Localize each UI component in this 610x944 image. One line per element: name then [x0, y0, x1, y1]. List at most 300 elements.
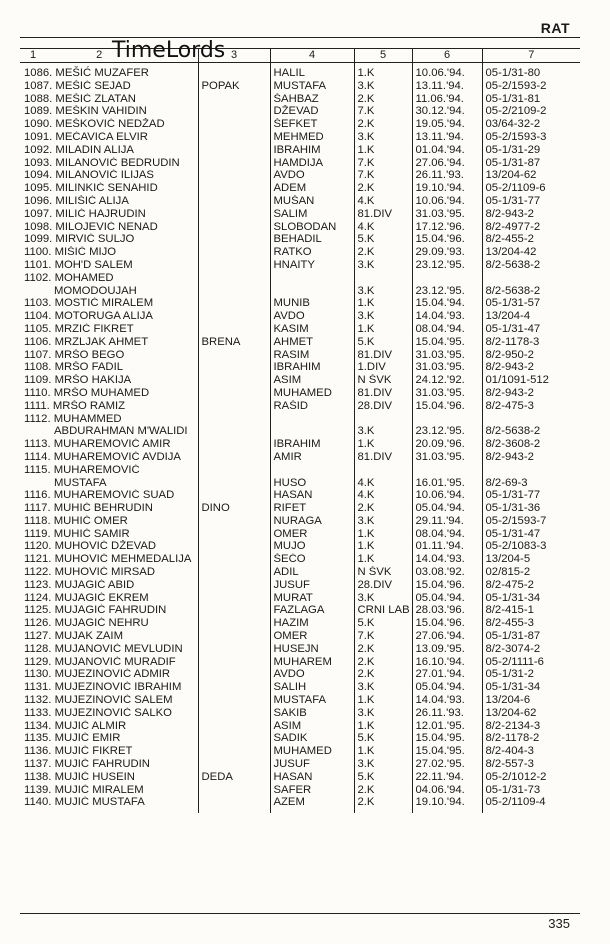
- nickname-cell: [198, 63, 270, 80]
- unit-cell: 1.K: [354, 297, 412, 310]
- unit-cell: 5.K: [354, 617, 412, 630]
- entry-name-cell: 1132. MUJEZINOVIĆ SALEM: [24, 694, 173, 707]
- table-row: [20, 451, 580, 464]
- entry-name-cell: MUSTAFA: [54, 476, 107, 489]
- reference-cell: 13/204-62: [482, 169, 580, 182]
- unit-cell: 2.K: [354, 93, 412, 106]
- unit-cell: 7.K: [354, 169, 412, 182]
- father-name-cell: AVDO: [270, 169, 354, 182]
- table-row: [20, 105, 580, 118]
- reference-cell: 8/2-943-2: [482, 208, 580, 221]
- table-row: [20, 259, 580, 272]
- date-cell: 26.11.'93.: [412, 169, 482, 182]
- father-name-cell: IBRAHIM: [270, 144, 354, 157]
- reference-cell: 8/2-943-2: [482, 387, 580, 400]
- nickname-cell: [198, 515, 270, 528]
- unit-cell: 1.K: [354, 720, 412, 733]
- father-name-cell: HALIL: [270, 63, 354, 80]
- father-name-cell: MEHMED: [270, 131, 354, 144]
- nickname-cell: [198, 451, 270, 464]
- unit-cell: 1.DIV: [354, 361, 412, 374]
- table-row: [20, 796, 580, 813]
- nickname-cell: [198, 361, 270, 374]
- entry-name-cell: 1096. MILIŠIĆ ALIJA: [24, 194, 129, 207]
- nickname-cell: [198, 643, 270, 656]
- father-name-cell: RAŠID: [270, 400, 354, 413]
- nickname-cell: [198, 656, 270, 669]
- nickname-cell: [198, 604, 270, 617]
- nickname-cell: [198, 477, 270, 490]
- father-name-cell: SAKIB: [270, 707, 354, 720]
- reference-cell: 05-1/31-34: [482, 681, 580, 694]
- entry-name-cell: 1129. MUJANOVIĆ MURADIF: [24, 655, 176, 668]
- date-cell: 14.04.'93.: [412, 694, 482, 707]
- nickname-cell: [198, 694, 270, 707]
- father-name-cell: HASAN: [270, 489, 354, 502]
- column-header-7: 7: [482, 49, 580, 63]
- unit-cell: 1.K: [354, 694, 412, 707]
- father-name-cell: JUSUF: [270, 758, 354, 771]
- reference-cell: 05-1/31-73: [482, 784, 580, 797]
- table-row: [20, 195, 580, 208]
- date-cell: 29.09.'93.: [412, 246, 482, 259]
- table-row: [20, 336, 580, 349]
- date-cell: 13.11.'94.: [412, 80, 482, 93]
- nickname-cell: [198, 630, 270, 643]
- unit-cell: 1.K: [354, 540, 412, 553]
- nickname-cell: [198, 221, 270, 234]
- table-row: [20, 771, 580, 784]
- table-row: [20, 477, 580, 490]
- father-name-cell: AHMET: [270, 336, 354, 349]
- date-cell: 31.03.'95.: [412, 208, 482, 221]
- father-name-cell: JUSUF: [270, 579, 354, 592]
- reference-cell: 05-1/31-36: [482, 502, 580, 515]
- nickname-cell: [198, 118, 270, 131]
- date-cell: 28.03.'96.: [412, 604, 482, 617]
- father-name-cell: ŠEĆO: [270, 553, 354, 566]
- entry-name-cell: 1110. MRŠO MUHAMED: [24, 386, 150, 399]
- column-number-1: 1: [30, 49, 37, 62]
- date-cell: 15.04.'96.: [412, 617, 482, 630]
- reference-cell: 05-1/31-77: [482, 195, 580, 208]
- reference-cell: 13/204-62: [482, 707, 580, 720]
- date-cell: [412, 272, 482, 285]
- entry-name-cell: 1086. MEŠIĆ MUZAFER: [24, 67, 149, 79]
- table-row: [20, 246, 580, 259]
- column-header-5: 5: [354, 49, 412, 63]
- table-row: [20, 374, 580, 387]
- table-row: [20, 489, 580, 502]
- unit-cell: 2.K: [354, 118, 412, 131]
- entry-name-cell: 1135. MUJIĆ EMIR: [24, 732, 121, 745]
- nickname-cell: [198, 246, 270, 259]
- reference-cell: 8/2-2134-3: [482, 720, 580, 733]
- column-number-2: 2: [96, 49, 103, 62]
- table-row: [20, 438, 580, 451]
- table-row: [20, 272, 580, 285]
- father-name-cell: [270, 425, 354, 438]
- father-name-cell: MUHAMED: [270, 387, 354, 400]
- father-name-cell: MUHAMED: [270, 745, 354, 758]
- table-row: [20, 784, 580, 797]
- table-row: [20, 157, 580, 170]
- table-row: [20, 297, 580, 310]
- unit-cell: 28.DIV: [354, 579, 412, 592]
- reference-cell: 05-2/2109-2: [482, 105, 580, 118]
- table-row: [20, 758, 580, 771]
- table-row: [20, 425, 580, 438]
- nickname-cell: [198, 438, 270, 451]
- entry-name-cell: 1087. MEŠIĆ SEJAD: [24, 79, 131, 92]
- nickname-cell: [198, 566, 270, 579]
- reference-cell: 8/2-557-3: [482, 758, 580, 771]
- father-name-cell: HAMDIJA: [270, 157, 354, 170]
- watermark-logo: TimeLords: [112, 38, 226, 63]
- date-cell: 01.04.'94.: [412, 144, 482, 157]
- nickname-cell: [198, 720, 270, 733]
- father-name-cell: ASIM: [270, 374, 354, 387]
- table-row: [20, 656, 580, 669]
- nickname-cell: [198, 553, 270, 566]
- entry-name-cell: 1105. MRZIĆ FIKRET: [24, 322, 134, 335]
- unit-cell: 1.K: [354, 144, 412, 157]
- reference-cell: 8/2-5638-2: [482, 425, 580, 438]
- nickname-cell: [198, 464, 270, 477]
- unit-cell: 2.K: [354, 182, 412, 195]
- table-row: [20, 131, 580, 144]
- date-cell: 14.04.'93.: [412, 553, 482, 566]
- reference-cell: 02/815-2: [482, 566, 580, 579]
- table-row: [20, 732, 580, 745]
- father-name-cell: ASIM: [270, 720, 354, 733]
- table-row: [20, 720, 580, 733]
- unit-cell: 81.DIV: [354, 208, 412, 221]
- father-name-cell: ADEM: [270, 182, 354, 195]
- section-title: RAT: [540, 20, 570, 36]
- date-cell: 05.04.'94.: [412, 681, 482, 694]
- date-cell: 15.04.'95.: [412, 336, 482, 349]
- father-name-cell: HUSO: [270, 477, 354, 490]
- nickname-cell: [198, 93, 270, 106]
- date-cell: 05.04.'94.: [412, 502, 482, 515]
- entry-name-cell: 1139. MUJIĆ MIRALEM: [24, 783, 144, 796]
- entry-name-cell: 1090. MEŠKOVIĆ NEDŽAD: [24, 118, 165, 131]
- reference-cell: 01/1091-512: [482, 374, 580, 387]
- column-header-3: 3: [198, 49, 270, 63]
- entry-name-cell: 1118. MUHIĆ OMER: [24, 514, 128, 527]
- father-name-cell: MUŠAN: [270, 195, 354, 208]
- entry-name-cell: 1111. MRŠO RAMIZ: [24, 399, 126, 412]
- date-cell: 04.06.'94.: [412, 784, 482, 797]
- entry-name-cell: 1119. MUHIĆ SAMIR: [24, 527, 130, 540]
- entry-name-cell: 1116. MUHAREMOVIĆ SUAD: [24, 489, 175, 502]
- entry-name-cell: 1124. MUJAGIĆ EKREM: [24, 591, 149, 604]
- table-row: [20, 681, 580, 694]
- entry-name-cell: 1108. MRŠO FADIL: [24, 361, 123, 374]
- entry-name-cell: 1092. MILADIN ALIJA: [24, 143, 134, 156]
- table-row: [20, 144, 580, 157]
- entry-name-cell: 1103. MOSTIĆ MIRALEM: [24, 297, 154, 310]
- entry-name-cell: 1123. MUJAGIĆ ABID: [24, 578, 135, 591]
- unit-cell: 3.K: [354, 80, 412, 93]
- nickname-cell: [198, 144, 270, 157]
- reference-cell: 05-2/1109-6: [482, 182, 580, 195]
- father-name-cell: AZEM: [270, 796, 354, 813]
- unit-cell: [354, 272, 412, 285]
- nickname-cell: [198, 195, 270, 208]
- unit-cell: N ŠVK: [354, 566, 412, 579]
- nickname-cell: [198, 413, 270, 426]
- table-row: [20, 694, 580, 707]
- entry-name-cell: 1130. MUJEZINOVIĆ ADMIR: [24, 668, 171, 681]
- date-cell: 12.01.'95.: [412, 720, 482, 733]
- father-name-cell: [270, 413, 354, 426]
- date-cell: 08.04.'94.: [412, 528, 482, 541]
- entry-name-cell: 1094. MILANOVIĆ ILIJAS: [24, 169, 154, 182]
- reference-cell: 13/204-6: [482, 694, 580, 707]
- column-header-4: 4: [270, 49, 354, 63]
- date-cell: 19.10.'94.: [412, 182, 482, 195]
- reference-cell: 05-1/31-87: [482, 630, 580, 643]
- table-row: [20, 400, 580, 413]
- unit-cell: 3.K: [354, 259, 412, 272]
- table-row: [20, 515, 580, 528]
- entry-name-cell: 1127. MUJAK ZAIM: [24, 630, 123, 643]
- entry-name-cell: 1138. MUJIĆ HUSEIN: [24, 770, 135, 783]
- table-row: [20, 361, 580, 374]
- father-name-cell: ADIL: [270, 566, 354, 579]
- reference-cell: 05-2/1109-4: [482, 796, 580, 813]
- nickname-cell: [198, 425, 270, 438]
- table-row: [20, 285, 580, 298]
- table-row: [20, 604, 580, 617]
- father-name-cell: AVDO: [270, 310, 354, 323]
- unit-cell: 1.K: [354, 323, 412, 336]
- reference-cell: 8/2-415-1: [482, 604, 580, 617]
- nickname-cell: [198, 796, 270, 813]
- entry-name-cell: 1121. MUHOVIĆ MEHMEDALIJA: [24, 553, 192, 566]
- unit-cell: CRNI LAB: [354, 604, 412, 617]
- nickname-cell: [198, 579, 270, 592]
- reference-cell: 05-1/31-47: [482, 528, 580, 541]
- bottom-rule: [20, 913, 580, 914]
- unit-cell: [354, 464, 412, 477]
- entry-name-cell: 1115. MUHAREMOVIĆ: [24, 463, 140, 476]
- father-name-cell: SAFER: [270, 784, 354, 797]
- reference-cell: 05-2/1593-3: [482, 131, 580, 144]
- reference-cell: 8/2-943-2: [482, 361, 580, 374]
- reference-cell: 05-2/1012-2: [482, 771, 580, 784]
- unit-cell: 3.K: [354, 681, 412, 694]
- unit-cell: 2.K: [354, 668, 412, 681]
- date-cell: 29.11.'94.: [412, 515, 482, 528]
- reference-cell: 8/2-1178-3: [482, 336, 580, 349]
- entry-name-cell: 1126. MUJAGIĆ NEHRU: [24, 617, 149, 630]
- nickname-cell: DINO: [198, 502, 270, 515]
- father-name-cell: IBRAHIM: [270, 438, 354, 451]
- date-cell: 27.06.'94.: [412, 157, 482, 170]
- unit-cell: 5.K: [354, 771, 412, 784]
- table-row: [20, 643, 580, 656]
- father-name-cell: MURAT: [270, 592, 354, 605]
- entry-name-cell: 1136. MUJIĆ FIKRET: [24, 745, 133, 758]
- date-cell: 19.10.'94.: [412, 796, 482, 813]
- reference-cell: 13/204-4: [482, 310, 580, 323]
- nickname-cell: [198, 169, 270, 182]
- reference-cell: 8/2-4977-2: [482, 221, 580, 234]
- table-row: [20, 502, 580, 515]
- father-name-cell: [270, 272, 354, 285]
- nickname-cell: [198, 758, 270, 771]
- father-name-cell: HNAITY: [270, 259, 354, 272]
- table-row: [20, 93, 580, 106]
- date-cell: 30.12.'94.: [412, 105, 482, 118]
- date-cell: 26.11.'93.: [412, 707, 482, 720]
- nickname-cell: [198, 310, 270, 323]
- entry-name-cell: 1101. MOH'D SALEM: [24, 258, 133, 271]
- father-name-cell: ŠEFKET: [270, 118, 354, 131]
- nickname-cell: DEDA: [198, 771, 270, 784]
- father-name-cell: AMIR: [270, 451, 354, 464]
- nickname-cell: [198, 745, 270, 758]
- reference-cell: 8/2-455-2: [482, 233, 580, 246]
- reference-cell: 8/2-404-3: [482, 745, 580, 758]
- entry-name-cell: 1106. MRZLJAK AHMET: [24, 335, 149, 348]
- date-cell: 15.04.'95.: [412, 732, 482, 745]
- nickname-cell: [198, 233, 270, 246]
- entry-name-cell: 1133. MUJEZINOVIĆ SALKO: [24, 706, 172, 719]
- father-name-cell: HAZIM: [270, 617, 354, 630]
- date-cell: 13.11.'94.: [412, 131, 482, 144]
- table-row: [20, 553, 580, 566]
- reference-cell: 8/2-1178-2: [482, 732, 580, 745]
- reference-cell: 05-1/31-57: [482, 297, 580, 310]
- reference-cell: 8/2-950-2: [482, 349, 580, 362]
- entry-name-cell: 1131. MUJEZINOVIĆ IBRAHIM: [24, 681, 182, 694]
- reference-cell: 8/2-3608-2: [482, 438, 580, 451]
- date-cell: 16.10.'94.: [412, 656, 482, 669]
- unit-cell: 7.K: [354, 105, 412, 118]
- table-row: [20, 528, 580, 541]
- unit-cell: 1.K: [354, 553, 412, 566]
- father-name-cell: SALIH: [270, 681, 354, 694]
- nickname-cell: [198, 387, 270, 400]
- table-row: [20, 579, 580, 592]
- father-name-cell: HUSEJN: [270, 643, 354, 656]
- father-name-cell: MUSTAFA: [270, 694, 354, 707]
- father-name-cell: SLOBODAN: [270, 221, 354, 234]
- table-row: [20, 566, 580, 579]
- nickname-cell: [198, 297, 270, 310]
- entry-name-cell: 1113. MUHAREMOVIĆ AMIR: [24, 438, 171, 451]
- date-cell: 05.04.'94.: [412, 592, 482, 605]
- entry-name-cell: 1091. MEĆAVICA ELVIR: [24, 130, 148, 143]
- date-cell: 15.04.'96.: [412, 579, 482, 592]
- table-row: [20, 221, 580, 234]
- date-cell: 08.04.'94.: [412, 323, 482, 336]
- date-cell: 15.04.'96.: [412, 233, 482, 246]
- reference-cell: [482, 464, 580, 477]
- date-cell: 22.11.'94.: [412, 771, 482, 784]
- nickname-cell: [198, 157, 270, 170]
- reference-cell: 05-1/31-34: [482, 592, 580, 605]
- nickname-cell: [198, 681, 270, 694]
- date-cell: 03.08.'92.: [412, 566, 482, 579]
- unit-cell: 2.K: [354, 656, 412, 669]
- unit-cell: 2.K: [354, 643, 412, 656]
- unit-cell: 5.K: [354, 233, 412, 246]
- nickname-cell: [198, 540, 270, 553]
- date-cell: 27.01.'94.: [412, 668, 482, 681]
- reference-cell: 13/204-5: [482, 553, 580, 566]
- unit-cell: 4.K: [354, 489, 412, 502]
- unit-cell: 81.DIV: [354, 451, 412, 464]
- nickname-cell: [198, 400, 270, 413]
- reference-cell: 8/2-475-2: [482, 579, 580, 592]
- nickname-cell: [198, 285, 270, 298]
- table-row: [20, 182, 580, 195]
- date-cell: 23.12.'95.: [412, 259, 482, 272]
- unit-cell: 3.K: [354, 425, 412, 438]
- reference-cell: 13/204-42: [482, 246, 580, 259]
- father-name-cell: KASIM: [270, 323, 354, 336]
- entry-name-cell: 1107. MRŠO BEGO: [24, 348, 125, 361]
- nickname-cell: POPAK: [198, 80, 270, 93]
- father-name-cell: [270, 285, 354, 298]
- father-name-cell: MUJO: [270, 540, 354, 553]
- father-name-cell: SADIK: [270, 732, 354, 745]
- reference-cell: 03/64-32-2: [482, 118, 580, 131]
- reference-cell: 05-1/31-80: [482, 63, 580, 80]
- nickname-cell: BRENA: [198, 336, 270, 349]
- date-cell: 16.01.'95.: [412, 477, 482, 490]
- unit-cell: 4.K: [354, 477, 412, 490]
- unit-cell: 2.K: [354, 246, 412, 259]
- nickname-cell: [198, 592, 270, 605]
- date-cell: 31.03.'95.: [412, 387, 482, 400]
- nickname-cell: [198, 272, 270, 285]
- unit-cell: 4.K: [354, 221, 412, 234]
- date-cell: 20.09.'96.: [412, 438, 482, 451]
- table-row: [20, 745, 580, 758]
- entry-name-cell: 1134. MUJIĆ ALMIR: [24, 719, 127, 732]
- entry-name-cell: 1109. MRŠO HAKIJA: [24, 374, 132, 387]
- reference-cell: 8/2-5638-2: [482, 285, 580, 298]
- unit-cell: 3.K: [354, 515, 412, 528]
- nickname-cell: [198, 668, 270, 681]
- table-row: [20, 80, 580, 93]
- register-body: [20, 63, 580, 814]
- father-name-cell: RASIM: [270, 349, 354, 362]
- reference-cell: 05-1/31-47: [482, 323, 580, 336]
- date-cell: 31.03.'95.: [412, 349, 482, 362]
- reference-cell: 8/2-475-3: [482, 400, 580, 413]
- nickname-cell: [198, 131, 270, 144]
- unit-cell: 28.DIV: [354, 400, 412, 413]
- nickname-cell: [198, 374, 270, 387]
- table-row: [20, 63, 580, 80]
- reference-cell: 05-2/1083-3: [482, 540, 580, 553]
- unit-cell: 2.K: [354, 784, 412, 797]
- table-row: [20, 630, 580, 643]
- table-row: [20, 707, 580, 720]
- nickname-cell: [198, 732, 270, 745]
- reference-cell: 05-1/31-77: [482, 489, 580, 502]
- unit-cell: 1.K: [354, 63, 412, 80]
- reference-cell: 05-1/31-2: [482, 668, 580, 681]
- date-cell: 31.03.'95.: [412, 451, 482, 464]
